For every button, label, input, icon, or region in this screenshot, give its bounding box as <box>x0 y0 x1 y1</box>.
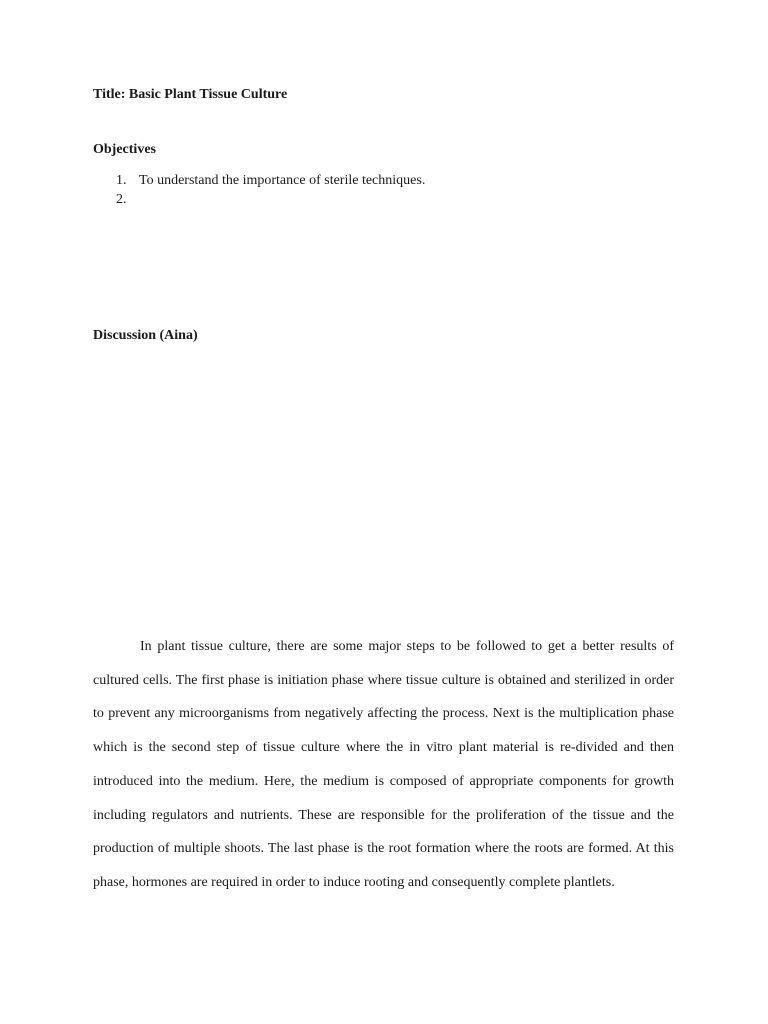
discussion-paragraph: In plant tissue culture, there are some major steps to be followed to get a better results of cultured cells. The first phase is initiation phase where tissue culture is obtained and sterilized in order to prevent any microorganisms from negatively affecting the process. Next is the multiplication phase which is the second step of tissue culture where the in vitro plant material is re-divided and then introduced into the medium. Here, the medium is composed of appropriate components for growth including regulators and nutrients. These are responsible for the proliferation of the tissue and the production of multiple shoots. The last phase is the root formation where the roots are formed. At this phase, hormones are required in order to induce rooting and consequently complete plantlets. <box>93 639 674 890</box>
list-item-text: To understand the importance of sterile techniques. <box>139 173 426 188</box>
document-title: Title: Basic Plant Tissue Culture <box>93 87 288 102</box>
discussion-heading: Discussion (Aina) <box>93 328 198 343</box>
list-item <box>116 190 425 209</box>
list-item <box>116 171 425 190</box>
objectives-heading: Objectives <box>93 142 156 157</box>
list-item-number: 1. <box>116 173 127 188</box>
list-item-number: 2. <box>116 192 127 207</box>
objectives-list <box>116 171 425 209</box>
